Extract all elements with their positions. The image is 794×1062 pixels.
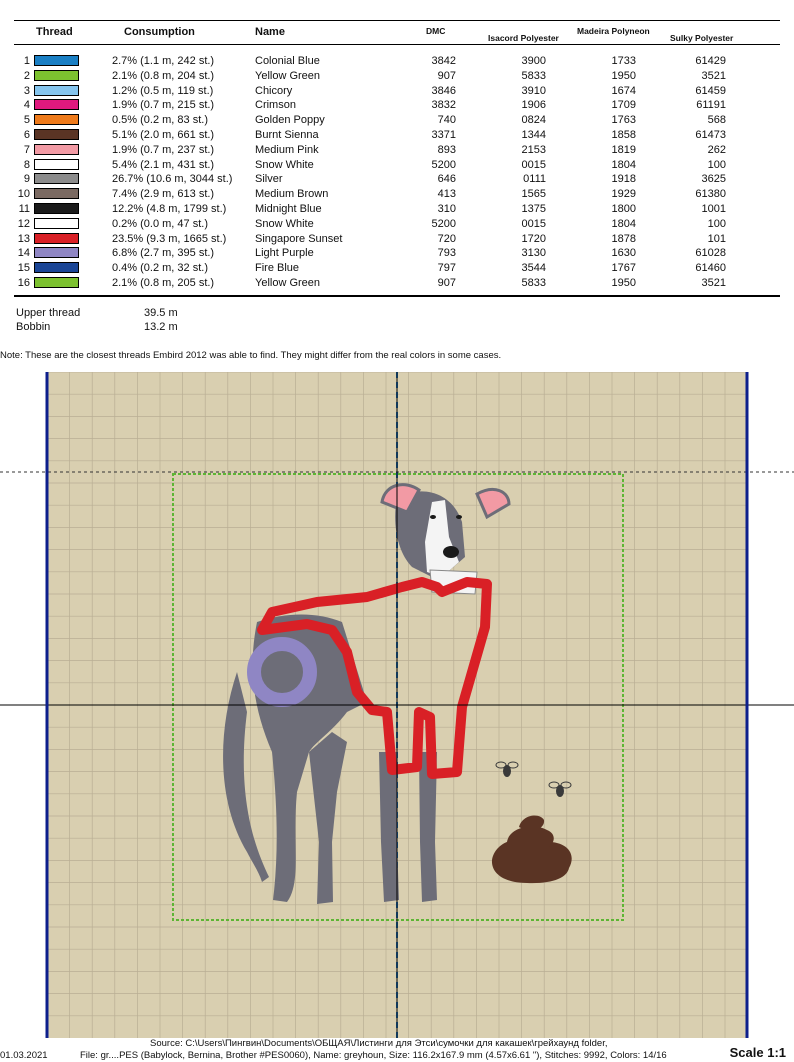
thread-madeira-code: 1950: [611, 69, 636, 82]
thread-madeira-code: 1767: [611, 262, 636, 275]
thread-sulky-code: 61460: [695, 262, 726, 275]
thread-dmc-code: 797: [437, 262, 456, 275]
thread-name: Silver: [255, 173, 283, 186]
header-madeira: Madeira Polyneon: [577, 26, 650, 36]
thread-number: 9: [23, 173, 30, 186]
thread-sulky-code: 1001: [701, 203, 726, 215]
thread-dmc-code: 907: [437, 277, 456, 289]
thread-number: 7: [23, 143, 30, 156]
thread-isacord-code: 3130: [521, 247, 546, 260]
thread-name: Burnt Sienna: [255, 129, 319, 141]
thread-consumption: 12.2% (4.8 m, 1799 st.): [112, 203, 227, 215]
thread-consumption: 6.8% (2.7 m, 395 st.): [112, 247, 215, 260]
thread-dmc-code: 3842: [431, 55, 456, 67]
bobbin-label: Bobbin: [16, 321, 51, 333]
thread-consumption: 0.2% (0.0 m, 47 st.): [112, 217, 208, 230]
thread-madeira-code: 1763: [611, 114, 636, 127]
thread-name: Colonial Blue: [255, 55, 320, 67]
thread-consumption: 26.7% (10.6 m, 3044 st.): [112, 173, 233, 186]
thread-sulky-code: 61028: [695, 247, 726, 260]
thread-isacord-code: 5833: [521, 277, 546, 289]
thread-consumption: 7.4% (2.9 m, 613 st.): [112, 188, 215, 201]
thread-sulky-code: 3625: [701, 173, 726, 186]
thread-isacord-code: 2153: [521, 143, 546, 156]
thread-sulky-code: 100: [707, 217, 726, 230]
thread-sulky-code: 61459: [695, 84, 726, 97]
thread-madeira-code: 1858: [611, 129, 636, 141]
thread-number: 14: [17, 247, 30, 260]
header-dmc: DMC: [426, 26, 446, 36]
thread-number: 1: [23, 55, 30, 67]
thread-name: Fire Blue: [255, 262, 300, 275]
thread-number: 2: [23, 69, 30, 82]
thread-sulky-code: 568: [707, 114, 726, 127]
thread-number: 6: [23, 129, 30, 141]
thread-name: Singapore Sunset: [255, 232, 343, 245]
header-isacord: Isacord Polyester: [488, 33, 559, 43]
header-thread: Thread: [36, 26, 73, 38]
thread-isacord-code: 3544: [521, 262, 546, 275]
header-sulky: Sulky Polyester: [670, 33, 734, 43]
thread-sulky-code: 61429: [695, 55, 726, 67]
thread-consumption: 2.1% (0.8 m, 205 st.): [112, 277, 215, 289]
scale-label: Scale 1:1: [729, 1045, 786, 1060]
thread-dmc-code: 893: [437, 143, 456, 156]
thread-dmc-code: 3846: [431, 84, 456, 97]
footer-file-info: File: gr....PES (Babylock, Bernina, Brother #PES0060), Name: greyhoun, Size: 116.2x167.9 mm (4.57x6.61 "), Stitches: 9992, Colors: 14/16: [80, 1050, 667, 1061]
bobbin-value: 13.2 m: [144, 321, 178, 333]
thread-dmc-code: 413: [437, 188, 456, 201]
thread-consumption: 1.2% (0.5 m, 119 st.): [112, 84, 214, 97]
thread-consumption: 1.9% (0.7 m, 215 st.): [112, 99, 215, 112]
thread-madeira-code: 1630: [611, 247, 636, 260]
thread-isacord-code: 1565: [521, 188, 546, 201]
thread-sulky-code: 262: [707, 143, 726, 156]
thread-isacord-code: 0111: [523, 173, 546, 186]
thread-isacord-code: 0824: [521, 114, 546, 127]
thread-number: 5: [23, 114, 30, 127]
thread-name: Yellow Green: [255, 277, 321, 289]
thread-name: Chicory: [255, 84, 293, 97]
thread-sulky-code: 61191: [696, 99, 726, 112]
thread-madeira-code: 1918: [611, 173, 636, 186]
thread-consumption: 0.5% (0.2 m, 83 st.): [112, 114, 208, 127]
thread-isacord-code: 1720: [521, 232, 546, 245]
header-consumption: Consumption: [124, 26, 195, 38]
thread-name: Crimson: [255, 99, 296, 112]
thread-madeira-code: 1733: [611, 55, 636, 67]
thread-madeira-code: 1804: [611, 158, 636, 171]
thread-dmc-code: 310: [437, 203, 456, 215]
thread-name: Medium Pink: [255, 143, 319, 156]
thread-isacord-code: 1344: [521, 129, 546, 141]
thread-sulky-code: 3521: [701, 69, 726, 82]
thread-name: Snow White: [255, 158, 314, 171]
thread-consumption: 0.4% (0.2 m, 32 st.): [112, 262, 208, 275]
thread-name: Midnight Blue: [255, 203, 322, 215]
thread-sulky-code: 61380: [695, 188, 726, 201]
upper-thread-label: Upper thread: [16, 307, 81, 319]
thread-number: 12: [17, 217, 30, 230]
thread-consumption: 5.4% (2.1 m, 431 st.): [112, 158, 215, 171]
thread-isacord-code: 1375: [521, 203, 546, 215]
thread-madeira-code: 1878: [611, 232, 636, 245]
thread-sulky-code: 101: [707, 232, 726, 245]
thread-madeira-code: 1674: [611, 84, 636, 97]
thread-number: 10: [17, 188, 30, 201]
note-text: Note: These are the closest threads Embird 2012 was able to find. They might differ from the real colors in some cases.: [0, 350, 502, 361]
footer-date: 01.03.2021: [0, 1050, 48, 1061]
thread-dmc-code: 5200: [431, 158, 456, 171]
thread-dmc-code: 3832: [431, 99, 456, 112]
thread-consumption: 5.1% (2.0 m, 661 st.): [112, 129, 215, 141]
thread-isacord-code: 3910: [521, 84, 546, 97]
thread-sulky-code: 3521: [701, 277, 726, 289]
thread-name: Yellow Green: [255, 69, 321, 82]
header-name: Name: [255, 26, 285, 38]
thread-isacord-code: 5833: [521, 69, 546, 82]
thread-name: Snow White: [255, 217, 314, 230]
thread-sulky-code: 100: [707, 158, 726, 171]
thread-consumption: 23.5% (9.3 m, 1665 st.): [112, 232, 227, 245]
thread-madeira-code: 1929: [611, 188, 636, 201]
thread-consumption: 2.1% (0.8 m, 204 st.): [112, 69, 215, 82]
thread-dmc-code: 646: [437, 173, 456, 186]
thread-dmc-code: 740: [437, 114, 456, 127]
thread-consumption: 2.7% (1.1 m, 242 st.): [112, 55, 215, 67]
thread-number: 13: [17, 232, 30, 245]
thread-madeira-code: 1800: [611, 203, 636, 215]
thread-dmc-code: 3371: [431, 129, 456, 141]
thread-dmc-code: 720: [437, 232, 456, 245]
thread-number: 15: [17, 262, 30, 275]
upper-thread-value: 39.5 m: [144, 307, 178, 319]
thread-sulky-code: 61473: [695, 129, 726, 141]
thread-name: Light Purple: [255, 247, 314, 260]
thread-isacord-code: 3900: [521, 55, 546, 67]
thread-number: 3: [23, 84, 30, 97]
thread-number: 16: [17, 277, 30, 289]
thread-number: 4: [23, 99, 30, 112]
footer-source: Source: C:\Users\Пингвин\Documents\ОБЩАЯ\Листинги для Этси\сумочки для какашек\грейхаунд folder,: [150, 1038, 608, 1049]
thread-isacord-code: 0015: [521, 217, 546, 230]
thread-madeira-code: 1709: [611, 99, 636, 112]
thread-number: 8: [23, 158, 30, 171]
thread-dmc-code: 5200: [431, 217, 456, 230]
thread-isacord-code: 1906: [521, 99, 546, 112]
thread-name: Medium Brown: [255, 188, 329, 201]
thread-madeira-code: 1950: [611, 277, 636, 289]
thread-name: Golden Poppy: [255, 114, 325, 127]
thread-dmc-code: 793: [437, 247, 456, 260]
thread-madeira-code: 1804: [611, 217, 636, 230]
thread-dmc-code: 907: [437, 69, 456, 82]
thread-consumption: 1.9% (0.7 m, 237 st.): [112, 143, 215, 156]
thread-number: 11: [18, 203, 30, 215]
thread-isacord-code: 0015: [521, 158, 546, 171]
thread-madeira-code: 1819: [611, 143, 636, 156]
